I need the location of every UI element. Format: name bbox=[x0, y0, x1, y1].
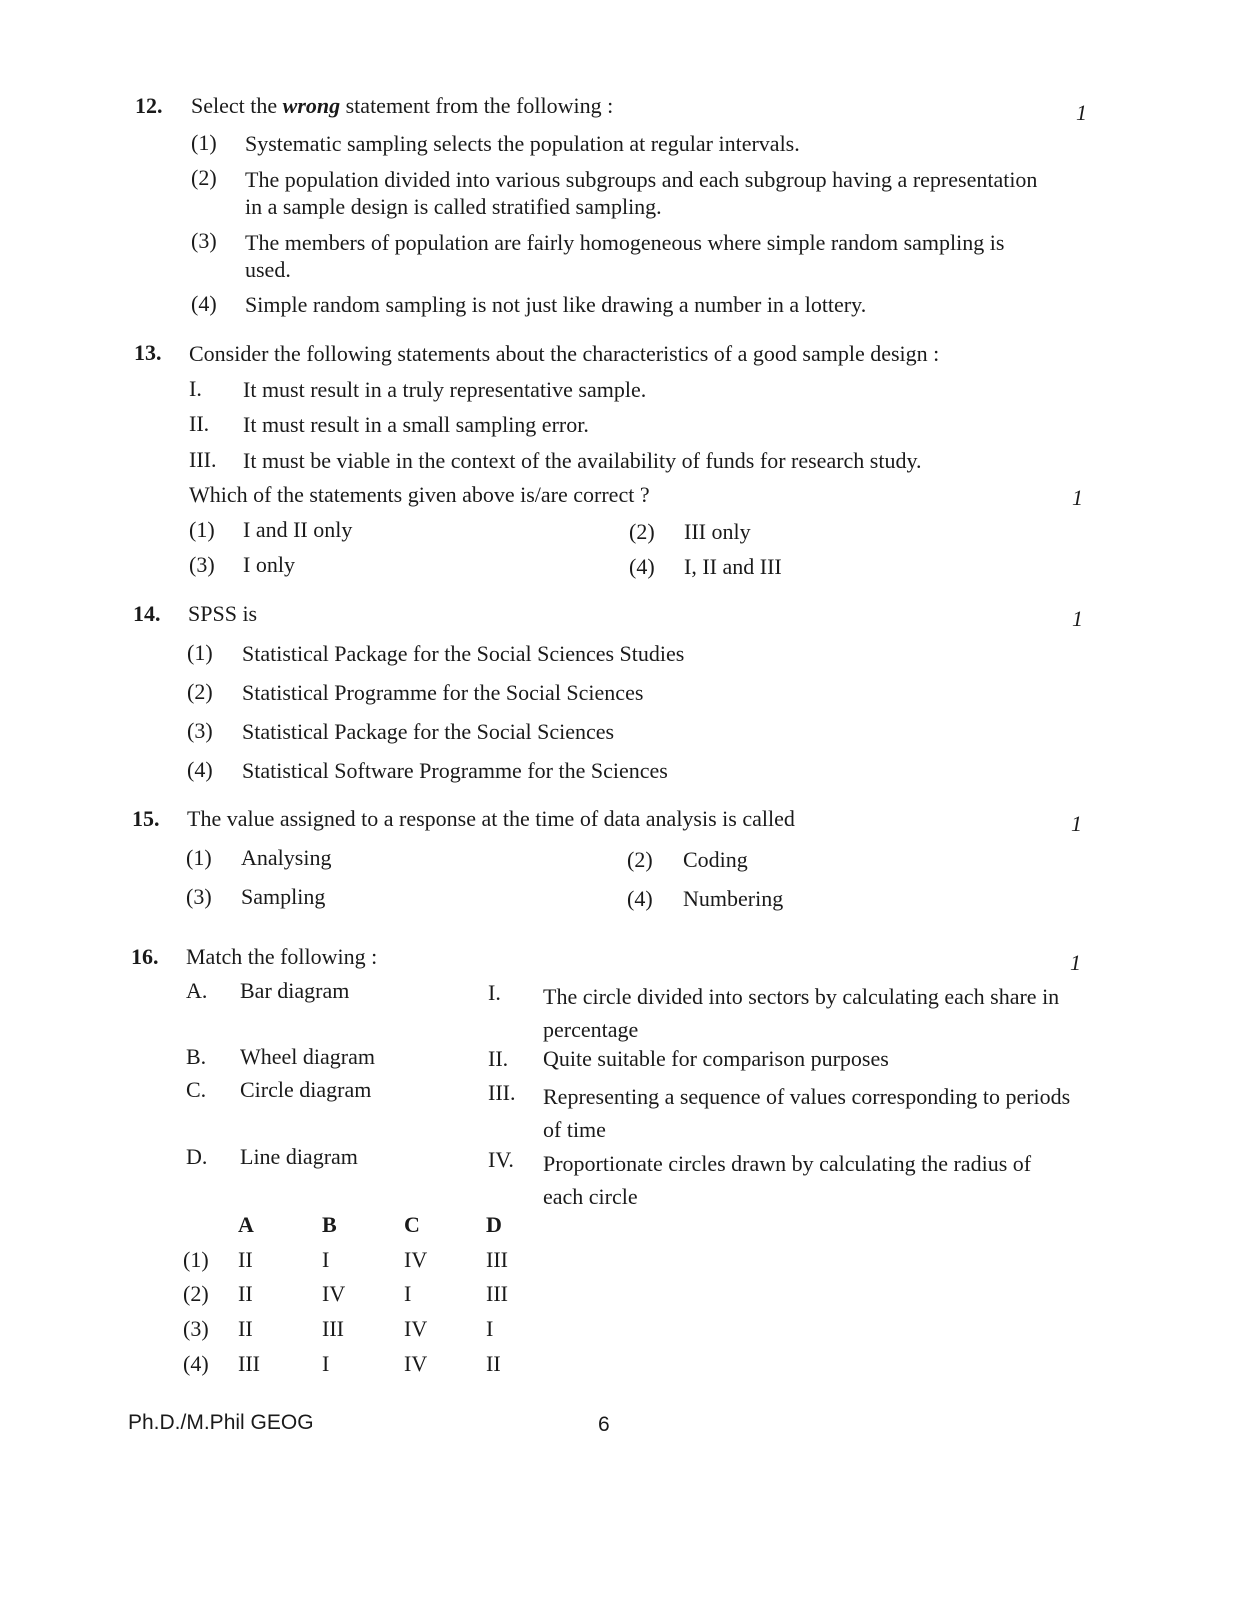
option-label: (4) bbox=[629, 554, 655, 579]
match-right-label: II. bbox=[488, 1046, 509, 1071]
grid-cell: III bbox=[486, 1247, 508, 1272]
option-text: Numbering bbox=[683, 886, 784, 911]
statement-text: It must result in a small sampling error. bbox=[243, 412, 589, 437]
match-right-label: I. bbox=[488, 980, 501, 1005]
option-text: Analysing bbox=[241, 845, 332, 870]
option-label: (4) bbox=[187, 757, 213, 782]
grid-cell: II bbox=[238, 1281, 253, 1306]
grid-row-label: (2) bbox=[183, 1281, 209, 1306]
option-label: (2) bbox=[187, 679, 213, 704]
question-number: 15. bbox=[132, 806, 160, 831]
grid-cell: II bbox=[238, 1247, 253, 1272]
option-text: I, II and III bbox=[684, 554, 782, 579]
grid-cell: I bbox=[486, 1316, 494, 1341]
marks: 1 bbox=[1076, 100, 1087, 125]
marks: 1 bbox=[1070, 950, 1081, 975]
grid-header: A bbox=[238, 1212, 254, 1237]
question-number: 13. bbox=[134, 340, 162, 365]
grid-row-label: (1) bbox=[183, 1247, 209, 1272]
grid-header: B bbox=[322, 1212, 337, 1237]
option-text: Statistical Package for the Social Sciences bbox=[242, 719, 615, 744]
option-label: (3) bbox=[191, 228, 217, 253]
grid-cell: IV bbox=[404, 1351, 428, 1376]
match-right-label: IV. bbox=[488, 1147, 514, 1172]
grid-cell: IV bbox=[322, 1281, 346, 1306]
option-text: I and II only bbox=[243, 517, 353, 542]
option-label: (2) bbox=[191, 165, 217, 190]
option-label: (1) bbox=[189, 517, 215, 542]
grid-cell: IV bbox=[404, 1247, 428, 1272]
statement-text: It must be viable in the context of the availability of funds for research study. bbox=[243, 448, 922, 473]
question-stem bbox=[191, 93, 613, 119]
grid-cell: II bbox=[238, 1316, 253, 1341]
statement-text: It must result in a truly representative sample. bbox=[243, 377, 647, 402]
page-number: 6 bbox=[598, 1413, 610, 1436]
grid-cell: I bbox=[322, 1247, 330, 1272]
grid-cell: I bbox=[404, 1281, 412, 1306]
option-text: III only bbox=[684, 519, 751, 544]
grid-cell: III bbox=[322, 1316, 344, 1341]
grid-header: D bbox=[486, 1212, 502, 1237]
option-label: (4) bbox=[191, 291, 217, 316]
statement-label: III. bbox=[189, 447, 217, 472]
statement-label: I. bbox=[189, 376, 202, 401]
question-stem: SPSS is bbox=[188, 601, 258, 626]
option-label: (3) bbox=[186, 884, 212, 909]
question-number: 16. bbox=[131, 944, 159, 969]
question-number: 14. bbox=[133, 601, 161, 626]
stem-text: Select the bbox=[191, 93, 283, 118]
match-left-label: B. bbox=[186, 1044, 207, 1069]
grid-cell: III bbox=[486, 1281, 508, 1306]
match-left-text: Wheel diagram bbox=[240, 1044, 375, 1069]
option-text: Statistical Package for the Social Sciences Studies bbox=[242, 641, 685, 666]
option-label: (2) bbox=[627, 847, 653, 872]
stem-text: statement from the following : bbox=[340, 93, 614, 118]
match-left-label: A. bbox=[186, 978, 208, 1003]
option-text: The members of population are fairly homogeneous where simple random sampling is used. bbox=[245, 230, 1005, 282]
option-label: (1) bbox=[191, 130, 217, 155]
marks: 1 bbox=[1072, 485, 1083, 510]
grid-row-label: (3) bbox=[183, 1316, 209, 1341]
option-label: (4) bbox=[627, 886, 653, 911]
statement-label: II. bbox=[189, 411, 210, 436]
option-text: Statistical Software Programme for the Sciences bbox=[242, 758, 668, 783]
course-code: Ph.D./M.Phil GEOG bbox=[128, 1411, 314, 1434]
match-right-text: Representing a sequence of values corresponding to periods of time bbox=[543, 1084, 1071, 1142]
option-text: The population divided into various subgroups and each subgroup having a representation in a sample design is called stratified sampling. bbox=[245, 167, 1038, 219]
option-label: (3) bbox=[189, 552, 215, 577]
match-right-text: Proportionate circles drawn by calculating the radius of each circle bbox=[543, 1151, 1032, 1209]
grid-cell: II bbox=[486, 1351, 501, 1376]
stem-emphasis: wrong bbox=[282, 93, 341, 118]
question-stem: The value assigned to a response at the time of data analysis is called bbox=[187, 806, 795, 831]
option-text: Statistical Programme for the Social Sciences bbox=[242, 680, 644, 705]
option-label: (1) bbox=[187, 640, 213, 665]
match-left-text: Circle diagram bbox=[240, 1077, 372, 1102]
grid-cell: III bbox=[238, 1351, 260, 1376]
option-label: (1) bbox=[186, 845, 212, 870]
question-number: 12. bbox=[135, 93, 163, 118]
grid-cell: I bbox=[322, 1351, 330, 1376]
marks: 1 bbox=[1072, 606, 1083, 631]
option-text: Sampling bbox=[241, 884, 326, 909]
match-left-text: Bar diagram bbox=[240, 978, 350, 1003]
option-text: Systematic sampling selects the population at regular intervals. bbox=[245, 131, 800, 156]
option-text: Simple random sampling is not just like drawing a number in a lottery. bbox=[245, 292, 867, 317]
grid-cell: IV bbox=[404, 1316, 428, 1341]
question-stem: Match the following : bbox=[186, 944, 378, 969]
grid-row-label: (4) bbox=[183, 1351, 209, 1376]
question-prompt: Which of the statements given above is/are correct ? bbox=[189, 482, 650, 507]
match-left-label: D. bbox=[186, 1144, 208, 1169]
match-right-label: III. bbox=[488, 1080, 516, 1105]
match-right-text: The circle divided into sectors by calculating each share in percentage bbox=[543, 984, 1060, 1042]
match-right-text: Quite suitable for comparison purposes bbox=[543, 1046, 889, 1071]
match-left-text: Line diagram bbox=[240, 1144, 358, 1169]
option-text: I only bbox=[243, 552, 295, 577]
question-stem: Consider the following statements about the characteristics of a good sample design : bbox=[189, 341, 940, 366]
option-label: (2) bbox=[629, 519, 655, 544]
grid-header: C bbox=[404, 1212, 420, 1237]
marks: 1 bbox=[1071, 811, 1082, 836]
option-label: (3) bbox=[187, 718, 213, 743]
match-left-label: C. bbox=[186, 1077, 207, 1102]
option-text: Coding bbox=[683, 847, 748, 872]
